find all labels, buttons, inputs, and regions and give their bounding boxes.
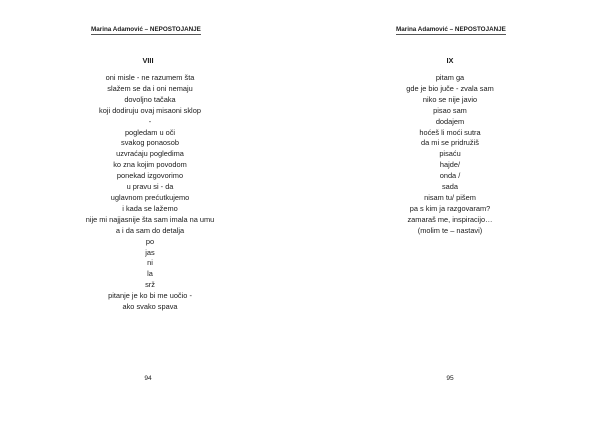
- poem-line: ako svako spava: [122, 302, 178, 312]
- poem-line: sada: [441, 182, 459, 192]
- poem-line: pogledam u oči: [124, 127, 176, 137]
- poem-line: uglavnom prećutkujemo: [110, 192, 190, 202]
- poem-line: ko zna kojim povodom: [113, 160, 187, 170]
- poem-line: uzvraćaju pogledima: [116, 149, 184, 159]
- poem-line: -: [148, 116, 152, 126]
- poem-line: (molim te – nastavi): [417, 225, 483, 235]
- poem-line: hajde/: [439, 160, 461, 170]
- poem-body: [60, 73, 240, 313]
- page-number: 94: [144, 375, 152, 382]
- poem-line: pisao sam: [433, 105, 467, 115]
- poem-line: a i da sam do detalja: [115, 225, 185, 235]
- poem-line: svakog ponaosob: [121, 138, 179, 148]
- poem-line: onda /: [439, 171, 461, 181]
- poem-line: oni misle - ne razumem šta: [105, 73, 195, 82]
- page-number: 95: [446, 375, 454, 382]
- poem-line: zamaraš me, inspiracijo…: [407, 214, 493, 224]
- poem-body: [360, 73, 540, 237]
- poem-line: srž: [145, 280, 155, 290]
- poem-line: i kada se lažemo: [122, 203, 178, 213]
- poem-line: po: [145, 236, 155, 246]
- poem-title: VIII: [142, 56, 154, 65]
- poem-line: niko se nije javio: [422, 94, 478, 104]
- poem-line: pisaću: [439, 149, 461, 159]
- poem-line: la: [147, 269, 153, 279]
- poem-line: jas: [145, 247, 155, 257]
- poem-line: ni: [147, 258, 153, 268]
- poem-line: ponekad izgovorimo: [116, 171, 184, 181]
- poem-line: koji dodiruju ovaj misaoni sklop: [99, 105, 201, 115]
- poem-line: gde je bio juče - zvala sam: [406, 83, 494, 93]
- poem-line: dovoljno tačaka: [124, 94, 176, 104]
- poem-line: pa s kim ja razgovaram?: [409, 203, 491, 213]
- poem-line: pitam ga: [435, 73, 465, 82]
- running-header: Marina Adamović – NEPOSTOJANJE: [91, 26, 201, 33]
- poem-line: pitanje je ko bi me uočio -: [108, 291, 192, 301]
- poem-title: IX: [446, 56, 454, 65]
- poem-line: dodajem: [435, 116, 465, 126]
- poem-line: hoćeš li moći sutra: [419, 127, 481, 137]
- poem-line: u pravu si - da: [126, 182, 174, 192]
- poem-line: da mi se pridružiš: [421, 138, 479, 148]
- poem-line: slažem se da i oni nemaju: [107, 83, 193, 93]
- right-page: [300, 0, 600, 425]
- running-header: Marina Adamović – NEPOSTOJANJE: [396, 26, 506, 33]
- poem-line: nije mi najjasnije šta sam imala na umu: [85, 214, 215, 224]
- poem-line: nisam tu/ pišem: [424, 192, 476, 202]
